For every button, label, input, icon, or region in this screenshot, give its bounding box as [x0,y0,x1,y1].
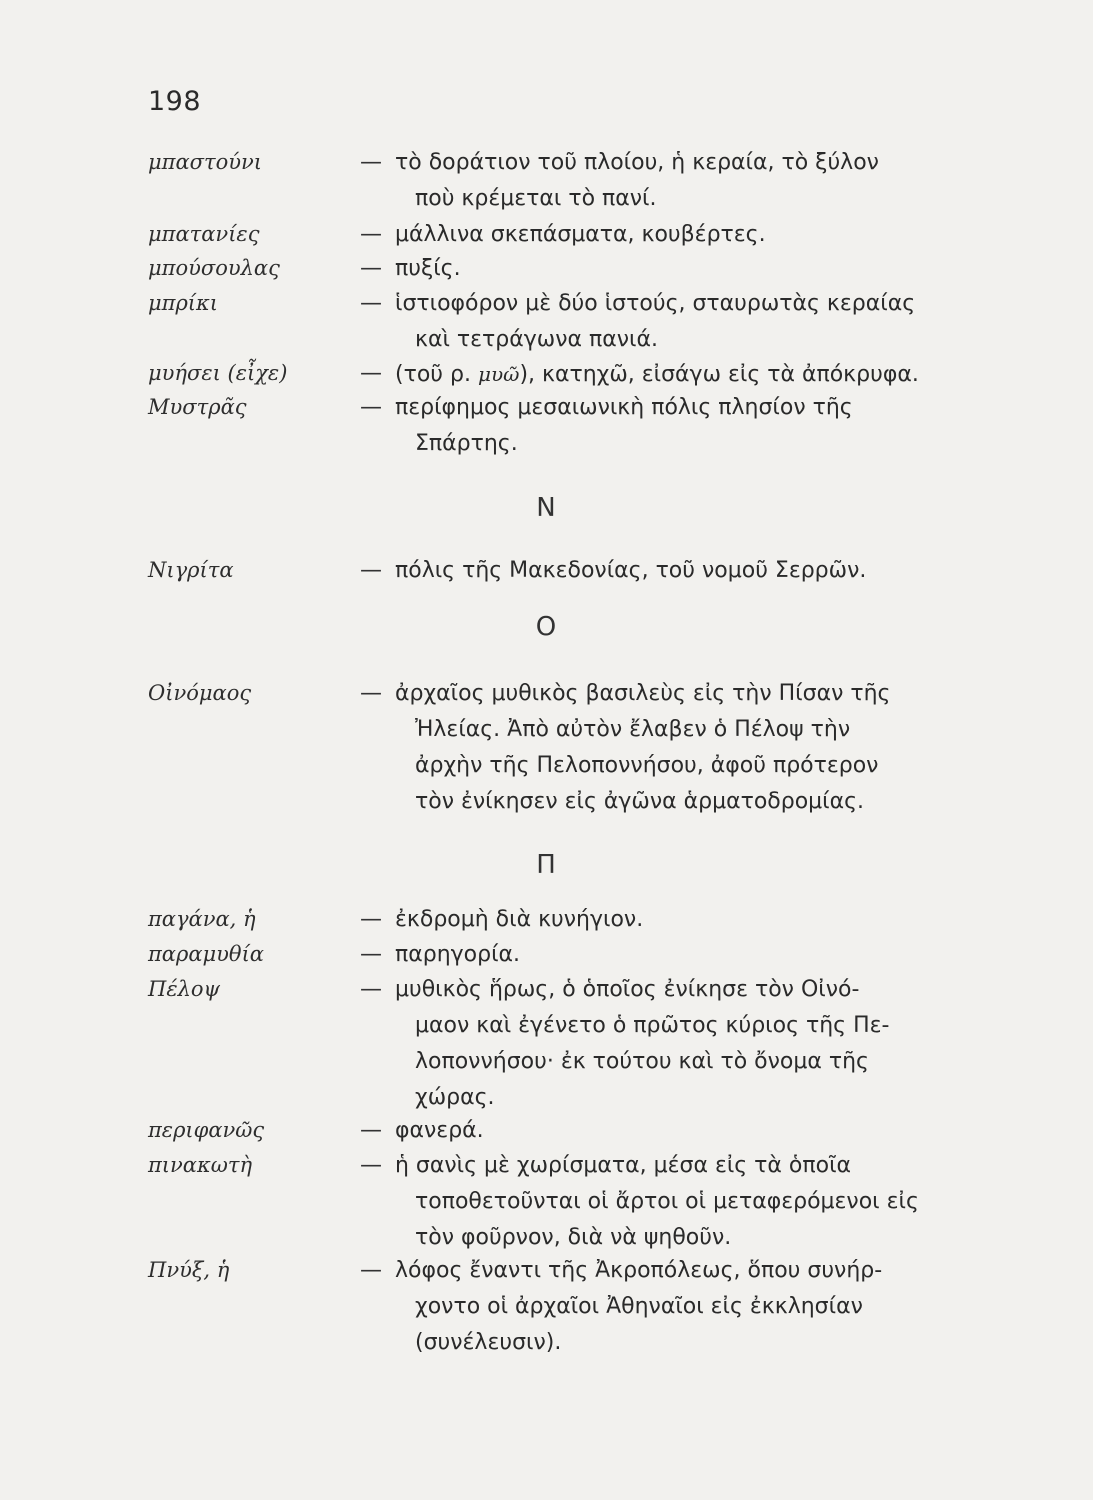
definition-line: (συνέλευσιν). [415,1330,562,1355]
definition-line: ποὺ κρέμεται τὸ πανί. [415,186,657,211]
definition-line: μαον καὶ ἐγένετο ὁ πρῶτος κύριος τῆς Πε- [415,1013,890,1038]
entry-term: παγάνα, ἡ [148,907,256,931]
entry-dash: — [360,291,382,316]
definition-line: μυθικὸς ἥρως, ὁ ὁποῖος ἐνίκησε τὸν Οἰνό- [395,977,860,1002]
entry-definition [395,251,955,287]
entry-dash: — [360,1258,382,1283]
entry-term: Νιγρίτα [148,558,234,582]
entry-dash: — [360,942,382,967]
inline-term: μυῶ [477,362,520,386]
entry-definition [395,553,955,589]
definition-line: ἀρχὴν τῆς Πελοποννήσου, ἀφοῦ πρότερον [415,753,879,778]
entry-dash: — [360,681,382,706]
entry-dash: — [360,256,382,281]
definition-line: πυξίς. [395,256,461,281]
definition-line: παρηγορία. [395,942,521,967]
definition-line: καὶ τετράγωνα πανιά. [415,327,658,352]
entry-definition [395,145,955,217]
entry-term: μπούσουλας [148,256,280,280]
entry-definition [395,356,955,393]
entry-definition [395,217,955,253]
entry-dash: — [360,395,382,420]
section-letter-p: Π [536,850,557,880]
definition-line: ἱστιοφόρον μὲ δύο ἱστούς, σταυρωτὰς κεραίας [395,291,916,316]
definition-line: χοντο οἱ ἀρχαῖοι Ἀθηναῖοι εἰς ἐκκλησίαν [415,1294,863,1319]
entry-term: Οἰνόμαος [148,681,252,705]
entry-definition [395,1113,955,1149]
entry-dash: — [360,361,382,386]
page-number: 198 [148,86,202,117]
entry-dash: — [360,150,382,175]
entry-definition [395,286,955,358]
definition-line: μάλλινα σκεπάσματα, κουβέρτες. [395,222,766,247]
definition-line: χώρας. [415,1085,495,1110]
entry-dash: — [360,222,382,247]
definition-line: ἀρχαῖος μυθικὸς βασιλεὺς εἰς τὴν Πίσαν τῆς [395,681,891,706]
entry-term: πινακωτὴ [148,1153,253,1177]
entry-term: μπατανίες [148,222,260,246]
entry-dash: — [360,1153,382,1178]
definition-line: τὸ δοράτιον τοῦ πλοίου, ἡ κεραία, τὸ ξύλον [395,150,879,175]
entry-term: Πνύξ, ἡ [148,1258,230,1282]
definition-line [395,356,955,393]
definition-line: Σπάρτης. [415,431,518,456]
definition-prefix: (τοῦ ρ. [395,362,471,387]
entry-definition [395,390,955,462]
definition-line: τὸν ἐνίκησεν εἰς ἀγῶνα ἁρματοδρομίας. [415,789,865,814]
definition-line: φανερά. [395,1118,484,1143]
definition-line: ἡ σανὶς μὲ χωρίσματα, μέσα εἰς τὰ ὁποῖα [395,1153,852,1178]
entry-term: παραμυθία [148,942,264,966]
entry-term: Πέλοψ [148,977,221,1001]
definition-line: ἐκδρομὴ διὰ κυνήγιον. [395,907,644,932]
definition-line: Ἠλείας. Ἀπὸ αὐτὸν ἔλαβεν ὁ Πέλοψ τὴν [415,717,851,742]
entry-term: μπαστούνι [148,150,262,174]
definition-line: τὸν φοῦρνον, διὰ νὰ ψηθοῦν. [415,1225,732,1250]
definition-line: λόφος ἔναντι τῆς Ἀκροπόλεως, ὅπου συνήρ- [395,1258,883,1283]
section-letter-o: Ο [535,612,558,642]
definition-line: περίφημος μεσαιωνικὴ πόλις πλησίον τῆς [395,395,853,420]
entry-definition [395,1253,955,1361]
entry-definition [395,1148,955,1256]
entry-definition [395,937,955,973]
definition-line: λοποννήσου· ἐκ τούτου καὶ τὸ ὄνομα τῆς [415,1049,869,1074]
definition-text: ), κατηχῶ, εἰσάγω εἰς τὰ ἀπόκρυφα. [519,362,919,387]
definition-line: πόλις τῆς Μακεδονίας, τοῦ νομοῦ Σερρῶν. [395,558,867,583]
section-letter-n: Ν [536,493,557,523]
definition-line: τοποθετοῦνται οἱ ἄρτοι οἱ μεταφερόμενοι εἰς [415,1189,919,1214]
entry-definition [395,972,955,1116]
entry-term: μπρίκι [148,291,219,315]
entry-definition [395,676,955,820]
entry-term: μυήσει (εἶχε) [148,361,288,385]
entry-term: Μυστρᾶς [148,395,247,419]
entry-dash: — [360,977,382,1002]
entry-dash: — [360,558,382,583]
entry-dash: — [360,907,382,932]
entry-dash: — [360,1118,382,1143]
entry-definition [395,902,955,938]
entry-term: περιφανῶς [148,1118,265,1142]
